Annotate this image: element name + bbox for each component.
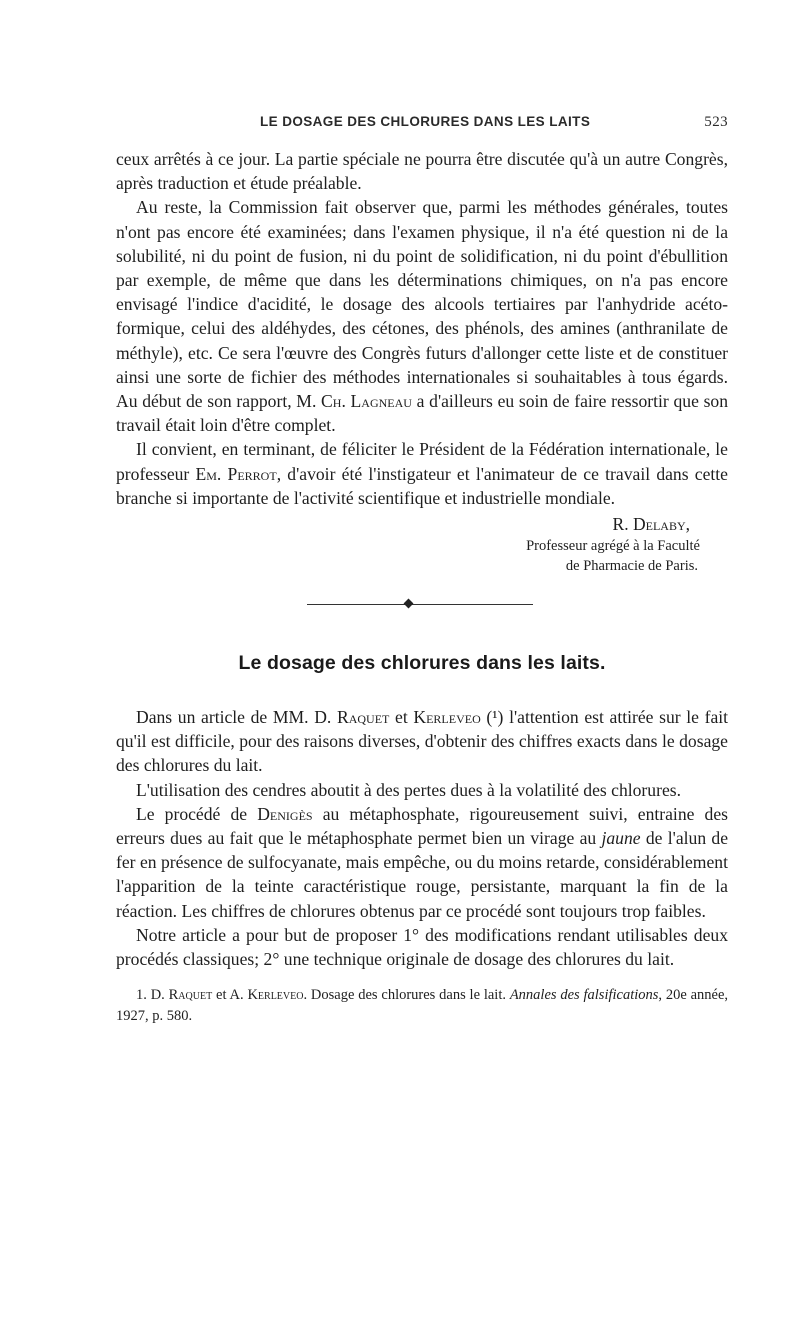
footnote-author: Kerleveo (247, 987, 304, 1004)
author-name: Denigès (257, 803, 313, 824)
diamond-ornament-icon (404, 599, 414, 609)
affiliation-line: de Pharmacie de Paris. (565, 558, 698, 575)
paragraph (116, 195, 728, 437)
section-separator (307, 598, 533, 610)
signature-name: Delaby (632, 514, 686, 535)
running-header (116, 114, 728, 134)
footnote-text: . Dosage des chlorures dans le lait. (303, 987, 506, 1004)
paragraph-text: au métaphosphate, rigoureusement suivi, entraine des erreurs dues au fait que le métaphosphate permet bien un virage au (116, 803, 728, 849)
footnote-text: et A. (216, 987, 244, 1004)
paragraph (116, 705, 728, 778)
paragraph-text: de l'alun de fer en présence de sulfocyanate, mais empêche, ou du moins retarde, considérablement l'apparition de la teinte caractéristique rouge, persistante, marquant la fin de la réaction. Les chiffres de chlorures obtenus par ce procédé sont toujours trop faibles. (116, 828, 729, 921)
running-title: LE DOSAGE DES CHLORURES DANS LES LAITS (260, 114, 591, 129)
footnote (116, 985, 728, 1027)
footnote-author: Raquet (168, 987, 213, 1004)
paragraph-text: Le procédé de (136, 803, 248, 824)
affiliation-line: Professeur agrégé à la Faculté (526, 538, 700, 555)
signature-initial: R. (612, 514, 629, 535)
paragraph-text: Il convient, en terminant, de féliciter le Président de la Fédération internationale, le professeur (116, 439, 728, 484)
footnote-number: 1. (136, 987, 147, 1004)
separator-line (307, 604, 533, 605)
paragraph: L'utilisation des cendres aboutit à des pertes dues à la volatilité des chlorures. (136, 779, 681, 800)
footnote-text: D. (150, 987, 165, 1004)
paragraph-text: et (395, 707, 408, 728)
signature (116, 512, 728, 536)
affiliation (116, 536, 728, 576)
author-name: Kerleveo (413, 707, 481, 728)
article-body (116, 705, 728, 971)
author-name: Raquet (336, 707, 390, 728)
author-name: Em. Perrot (195, 463, 277, 484)
page-number: 523 (704, 114, 728, 130)
paragraph (116, 437, 728, 510)
document-page (116, 114, 728, 1027)
section-title: Le dosage des chlorures dans les laits. (238, 652, 606, 675)
paragraph-text: l'attention est attirée sur le fait qu'il est difficile, pour des raisons diverses, d'obtenir des chiffres exacts dans le dosage des chlorures du lait. (116, 707, 729, 776)
emphasis: jaune (601, 828, 641, 849)
author-name: Ch. Lagneau (321, 391, 412, 412)
paragraph: Notre article a pour but de proposer 1° des modifications rendant utilisables deux procédés classiques; 2° une technique originale de dosage des chlorures du lait. (116, 924, 728, 970)
paragraph-text: , d'avoir été l'instigateur et l'animateur de ce travail dans cette branche si importante de l'activité scientifique et industrielle mondiale. (116, 463, 728, 508)
paragraph: ceux arrêtés à ce jour. La partie spéciale ne pourra être discutée qu'à un autre Congrès, après traduction et étude préalable. (116, 149, 728, 194)
paragraph-text: a d'ailleurs eu soin de faire ressortir que son travail était loin d'être complet. (116, 391, 729, 436)
footnote-ref: (¹) (486, 707, 504, 728)
paragraph-text: Au reste, la Commission fait observer que, parmi les méthodes générales, toutes n'ont pas encore été examinées; dans l'examen physique, il n'a été question ni de la solubilité, ni du point de fusion, ni du point de solidification, ni du point d'ébullition par exemple, de même que dans les déterminations chimiques, on n'a pas encore envisagé l'indice d'acidité, le dosage des alcools tertiaires par l'anhydride acéto-formique, celui des aldéhydes, des cétones, des phénols, des amines (anthranilate de méthyle), etc. Ce sera l'œuvre des Congrès futurs d'allonger cette liste et de constituer ainsi une sorte de fichier des méthodes internationales si souhaitables à tous égards. Au début de son rapport, M. (116, 197, 728, 412)
footnote-journal: Annales des falsifications (509, 987, 659, 1004)
paragraph (116, 802, 728, 923)
signature-comma: , (685, 514, 690, 535)
paragraph-text: Dans un article de MM. D. (136, 707, 332, 728)
previous-article-end (116, 147, 728, 576)
footnote-text: , 20e année, 1927, p. 580. (116, 987, 729, 1025)
